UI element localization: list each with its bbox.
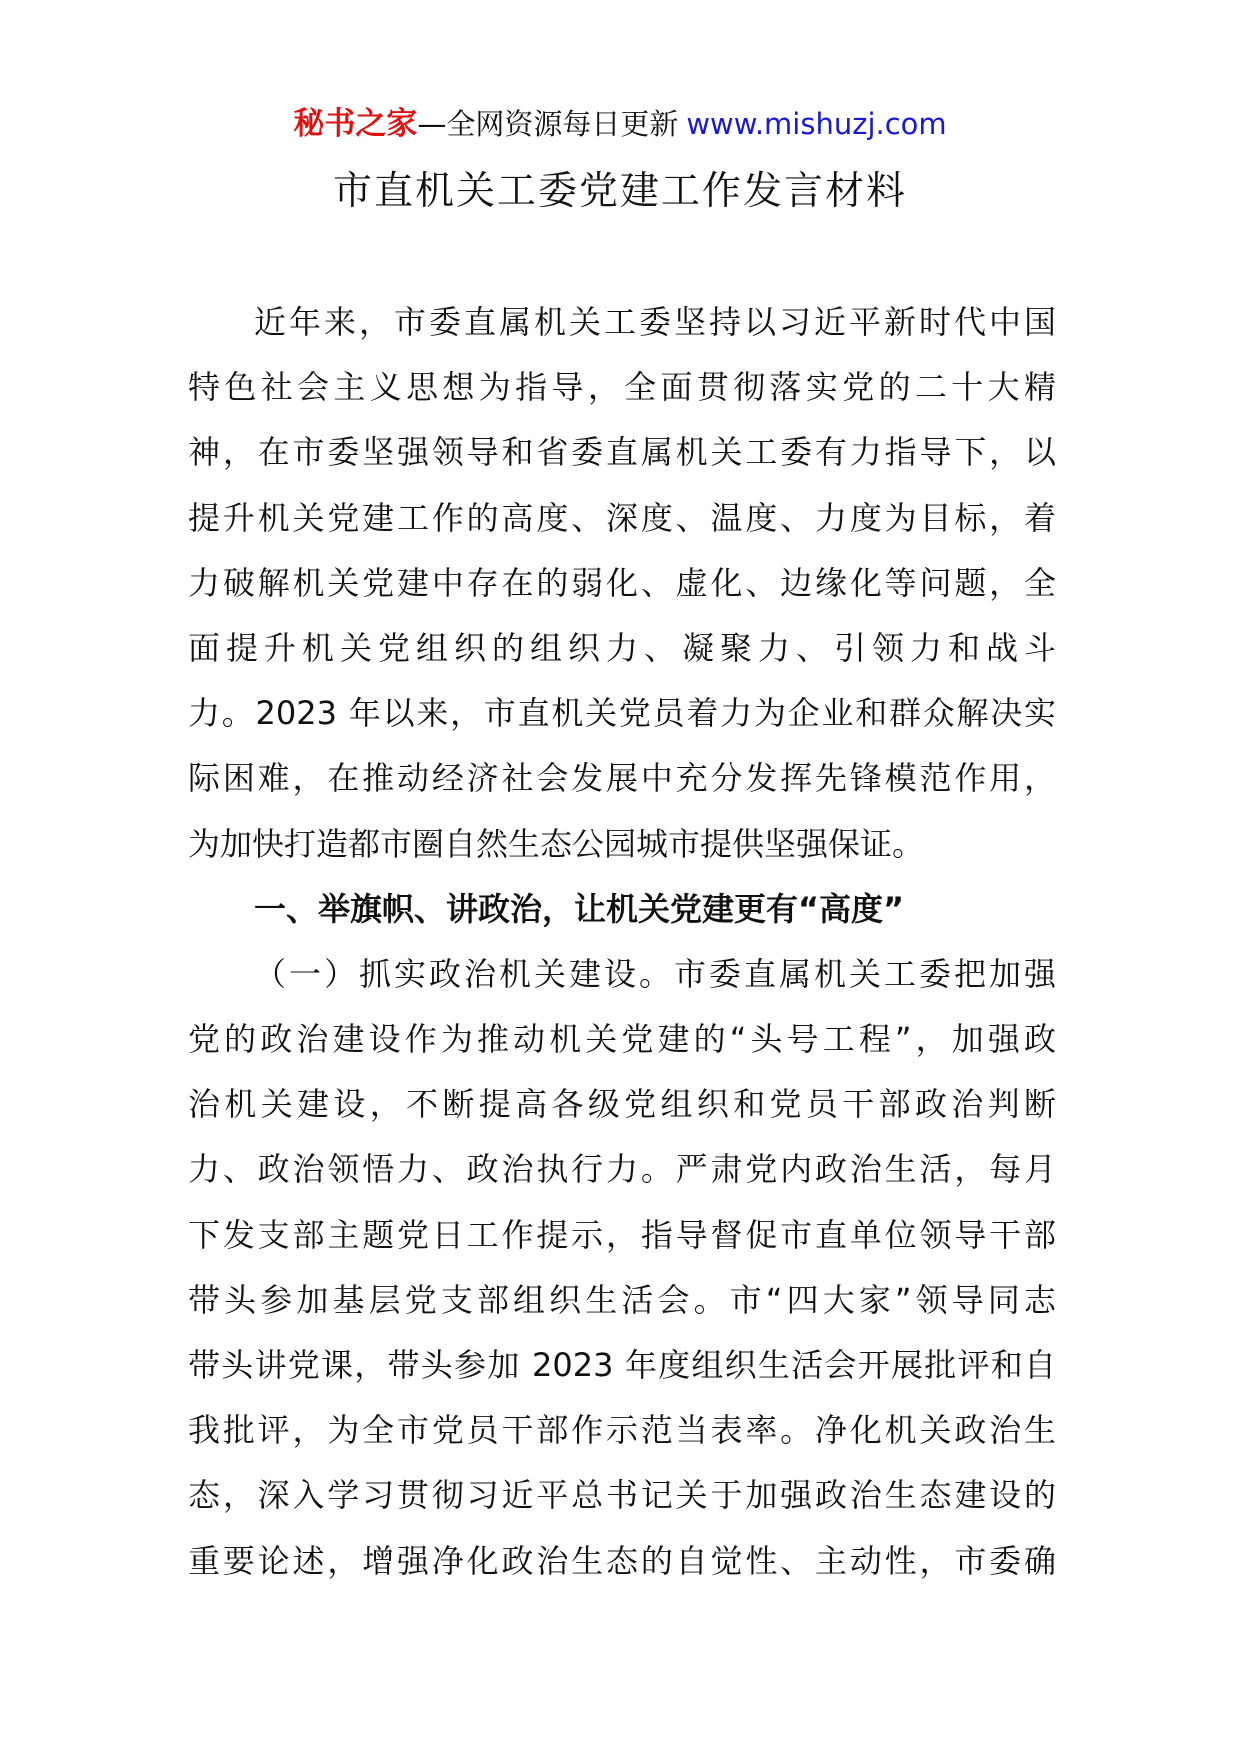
paragraph-line: 际困难，在推动经济社会发展中充分发挥先锋模范作用， (188, 759, 1056, 798)
paragraph-line: 力破解机关党建中存在的弱化、虚化、边缘化等问题，全 (188, 563, 1056, 602)
paragraph-line: 特色社会主义思想为指导，全面贯彻落实党的二十大精 (188, 368, 1056, 407)
paragraph-line: 为加快打造都市圈自然生态公园城市提供坚强保证。 (188, 824, 925, 863)
brand-name: 秘书之家 (293, 106, 418, 142)
paragraph-line: 重要论述，增强净化政治生态的自觉性、主动性，市委确 (188, 1541, 1056, 1580)
watermark-header (0, 102, 1240, 146)
section-heading: 一、举旗帜、讲政治，让机关党建更有“高度” (254, 889, 905, 928)
paragraph-line: 面提升机关党组织的组织力、凝聚力、引领力和战斗 (188, 628, 1056, 667)
paragraph-line: 我批评，为全市党员干部作示范当表率。净化机关政治生 (188, 1411, 1056, 1450)
paragraph-line: 近年来，市委直属机关工委坚持以习近平新时代中国 (254, 303, 1056, 341)
paragraph-line: 带头讲党课，带头参加 2023 年度组织生活会开展批评和自 (188, 1346, 1056, 1384)
header-slogan: —全网资源每日更新 (417, 107, 679, 141)
paragraph-line: 力。2023 年以来，市直机关党员着力为企业和群众解决实 (188, 694, 1056, 733)
paragraph-line: 党的政治建设作为推动机关党建的“头号工程”，加强政 (188, 1020, 1056, 1059)
document-title: 市直机关工委党建工作发言材料 (332, 169, 907, 214)
paragraph-line: 下发支部主题党日工作提示，指导督促市直单位领导干部 (188, 1215, 1056, 1254)
paragraph-line: 神，在市委坚强领导和省委直属机关工委有力指导下，以 (188, 433, 1056, 472)
paragraph-line: （一）抓实政治机关建设。市委直属机关工委把加强 (254, 954, 1056, 993)
document-body (188, 290, 1056, 1594)
paragraph-line: 带头参加基层党支部组织生活会。市“四大家”领导同志 (188, 1280, 1056, 1319)
paragraph-line: 态，深入学习贯彻习近平总书记关于加强政治生态建设的 (188, 1476, 1056, 1515)
paragraph-line: 提升机关党建工作的高度、深度、温度、力度为目标，着 (188, 498, 1056, 537)
website-link[interactable]: www.mishuzj.com (686, 107, 947, 141)
paragraph-line: 力、政治领悟力、政治执行力。严肃党内政治生活，每月 (188, 1150, 1056, 1189)
paragraph-line: 治机关建设，不断提高各级党组织和党员干部政治判断 (188, 1085, 1056, 1124)
